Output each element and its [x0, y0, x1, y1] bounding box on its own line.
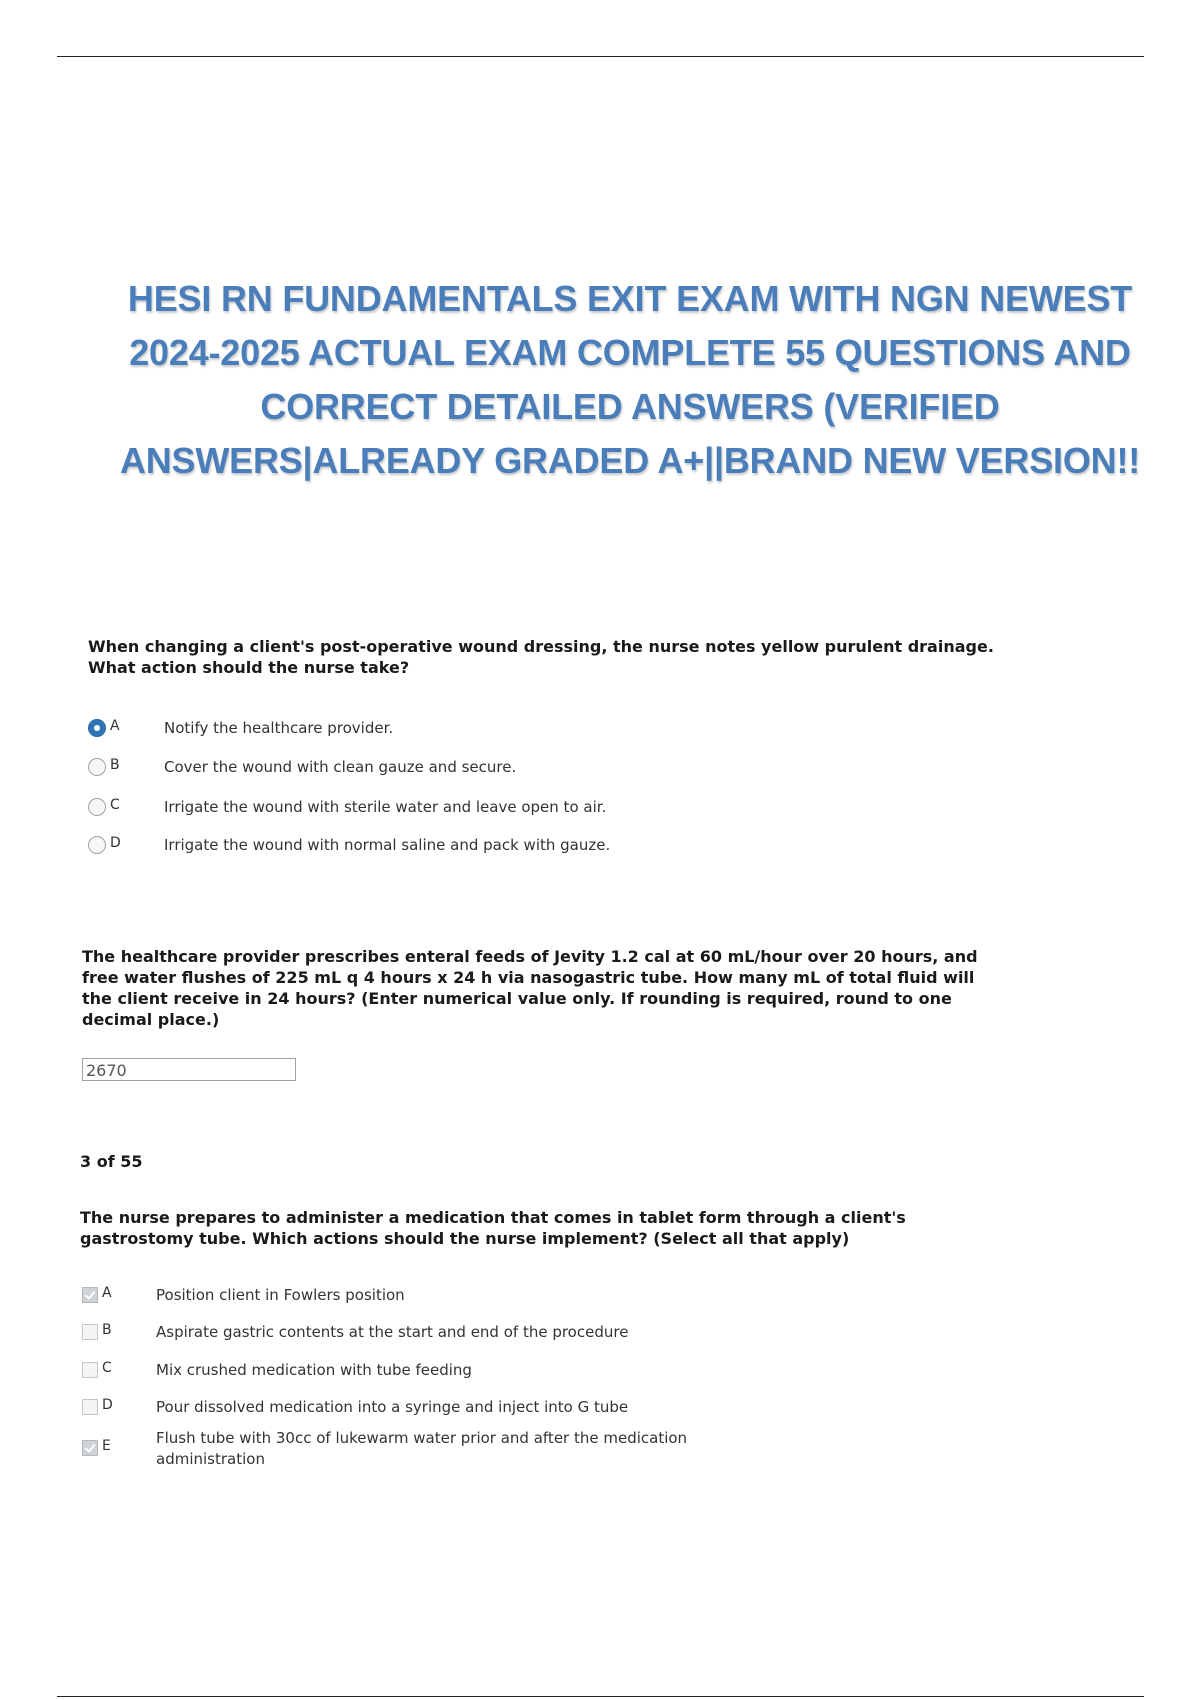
- question-3-text: The nurse prepares to administer a medication that comes in tablet form through a client's gastrostomy tube. Which actions should the nurse implement? (Select all that apply): [80, 1208, 906, 1248]
- document-title: HESI RN FUNDAMENTALS EXIT EXAM WITH NGN NEWEST 2024-2025 ACTUAL EXAM COMPLETE 55 QUESTIONS AND CORRECT DETAILED ANSWERS (VERIFIED ANSWERS|ALREADY GRADED A+||BRAND NEW VERSION!!: [119, 278, 1141, 481]
- option-letter: D: [102, 1397, 113, 1413]
- question-3: [80, 1207, 1010, 1249]
- option-letter: E: [102, 1438, 111, 1454]
- option-text: Cover the wound with clean gauze and secure.: [164, 758, 517, 776]
- option-letter: B: [102, 1322, 112, 1338]
- top-rule: [57, 56, 1144, 57]
- numeric-answer-input[interactable]: 2670: [82, 1058, 296, 1081]
- question-3-option-e[interactable]: [82, 1429, 736, 1470]
- question-3-option-b[interactable]: [82, 1322, 628, 1343]
- question-3-option-a[interactable]: [82, 1285, 405, 1306]
- radio-icon[interactable]: [88, 758, 106, 776]
- checkbox-checked-icon[interactable]: [82, 1287, 98, 1303]
- option-text: Irrigate the wound with normal saline and pack with gauze.: [164, 836, 611, 854]
- question-1-option-d[interactable]: [88, 835, 610, 856]
- question-1-option-b[interactable]: [88, 757, 516, 778]
- question-1-option-c[interactable]: [88, 797, 606, 818]
- option-text: Aspirate gastric contents at the start and end of the procedure: [156, 1323, 629, 1341]
- checkbox-checked-icon[interactable]: [82, 1440, 98, 1456]
- question-1: [88, 636, 1018, 678]
- option-text: Pour dissolved medication into a syringe and inject into G tube: [156, 1398, 629, 1416]
- checkbox-icon[interactable]: [82, 1399, 98, 1415]
- question-counter: 3 of 55: [80, 1152, 143, 1171]
- option-text: Mix crushed medication with tube feeding: [156, 1361, 472, 1379]
- checkbox-icon[interactable]: [82, 1362, 98, 1378]
- option-letter: D: [110, 835, 121, 851]
- question-3-option-d[interactable]: [82, 1397, 628, 1418]
- question-2-text: The healthcare provider prescribes enteral feeds of Jevity 1.2 cal at 60 mL/hour over 20 hours, and free water flushes of 225 mL q 4 hours x 24 h via nasogastric tube. How many mL of total fluid will the client receive in 24 hours? (Enter numerical value only. If rounding is required, round to one decimal place.): [82, 947, 978, 1029]
- option-letter: A: [110, 718, 120, 734]
- option-text: Position client in Fowlers position: [156, 1286, 405, 1304]
- question-1-option-a[interactable]: [88, 718, 393, 739]
- option-text: Notify the healthcare provider.: [164, 719, 394, 737]
- option-letter: C: [102, 1360, 112, 1376]
- checkbox-icon[interactable]: [82, 1324, 98, 1340]
- option-letter: C: [110, 797, 120, 813]
- option-letter: B: [110, 757, 120, 773]
- option-text: Irrigate the wound with sterile water and leave open to air.: [164, 798, 607, 816]
- radio-selected-icon[interactable]: [88, 719, 106, 737]
- question-3-option-c[interactable]: [82, 1360, 472, 1381]
- radio-icon[interactable]: [88, 798, 106, 816]
- option-letter: A: [102, 1285, 112, 1301]
- question-1-text: When changing a client's post-operative wound dressing, the nurse notes yellow purulent drainage. What action should the nurse take?: [88, 637, 994, 677]
- bottom-rule: [57, 1696, 1144, 1697]
- option-text: Flush tube with 30cc of lukewarm water prior and after the medication administration: [156, 1429, 688, 1468]
- radio-icon[interactable]: [88, 836, 106, 854]
- question-2: [82, 946, 982, 1030]
